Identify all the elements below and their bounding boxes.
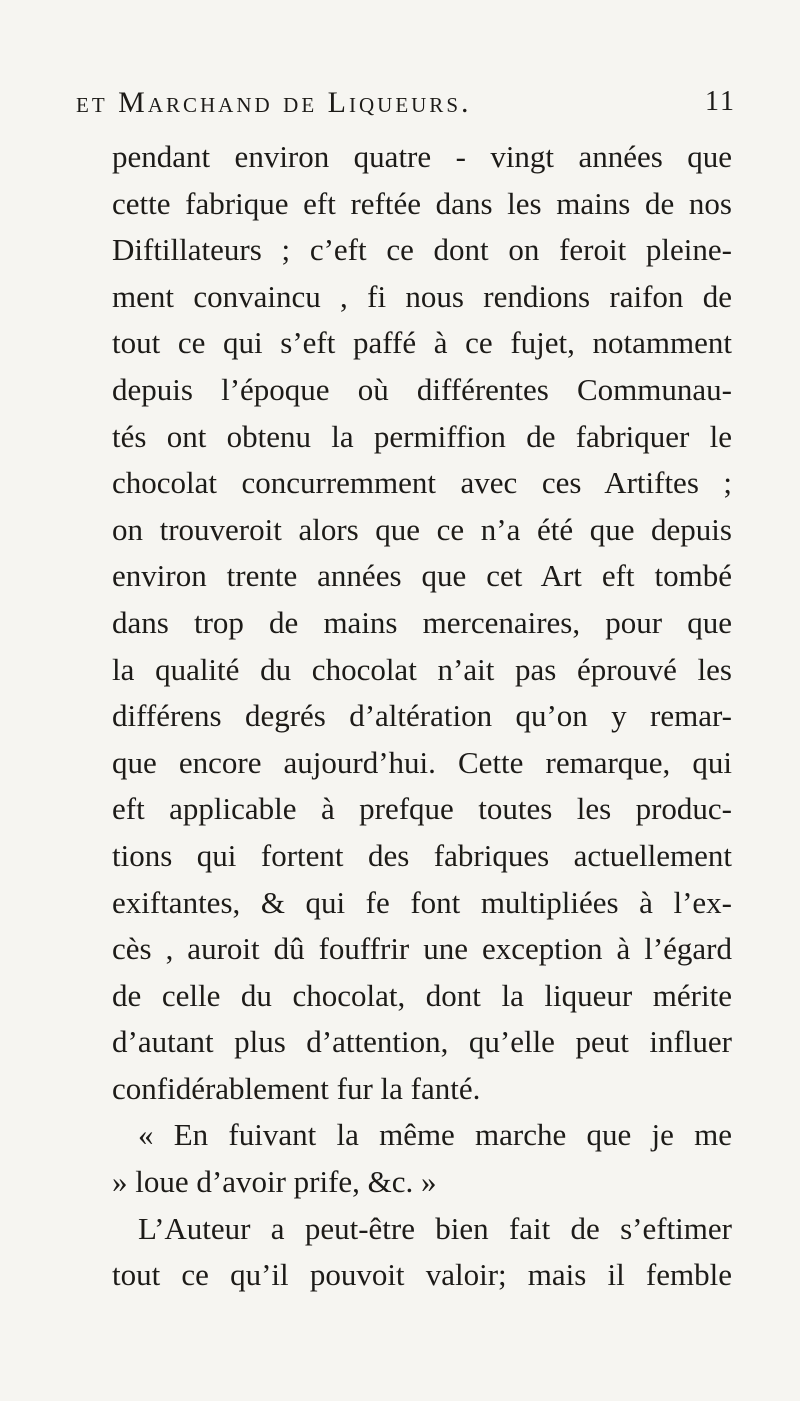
text-line: eft applicable à prefque toutes les produc- (112, 791, 732, 827)
text-line: dans trop de mains mercenaires, pour que (112, 604, 732, 640)
text-line: Diftillateurs ; c’eft ce dont on feroit pleine- (112, 232, 732, 268)
text-line: différens degrés d’altération qu’on y remar- (112, 698, 732, 734)
text-line: cette fabrique eft reftée dans les mains de nos (112, 185, 732, 221)
text-line: on trouveroit alors que ce n’a été que depuis (112, 511, 732, 547)
body-text (112, 134, 732, 1299)
text-line: que encore aujourd’hui. Cette remarque, qui (112, 744, 732, 780)
quote-line: » loue d’avoir prife, &c. » (112, 1164, 437, 1200)
text-line: ment convaincu , fi nous rendions raifon de (112, 278, 732, 314)
text-line: environ trente années que cet Art eft tombé (112, 558, 732, 594)
text-line: tout ce qui s’eft paffé à ce fujet, notamment (112, 325, 732, 361)
text-line: cès , auroit dû fouffrir une exception à l’égard (112, 931, 732, 967)
text-line: tout ce qu’il pouvoit valoir; mais il femble (112, 1257, 732, 1293)
text-line: tés ont obtenu la permiffion de fabriquer le (112, 418, 732, 454)
running-head-title: et Marchand de Liqueurs. (76, 86, 472, 119)
text-line: chocolat concurremment avec ces Artiftes ; (112, 465, 732, 501)
text-line: d’autant plus d’attention, qu’elle peut influer (112, 1024, 732, 1060)
text-line: exiftantes, & qui fe font multipliées à l’ex- (112, 884, 732, 920)
text-line: confidérablement fur la fanté. (112, 1070, 481, 1106)
text-line: L’Auteur a peut-être bien fait de s’eftimer (138, 1210, 732, 1246)
text-line: depuis l’époque où différentes Communau- (112, 371, 732, 407)
page-number: 11 (705, 86, 736, 117)
text-line: pendant environ quatre - vingt années que (112, 139, 732, 174)
text-line: tions qui fortent des fabriques actuellement (112, 837, 732, 873)
text-line: la qualité du chocolat n’ait pas éprouvé les (112, 651, 732, 687)
running-head (76, 86, 736, 130)
text-line: de celle du chocolat, dont la liqueur mérite (112, 977, 732, 1013)
quote-line: « En fuivant la même marche que je me (138, 1117, 732, 1153)
